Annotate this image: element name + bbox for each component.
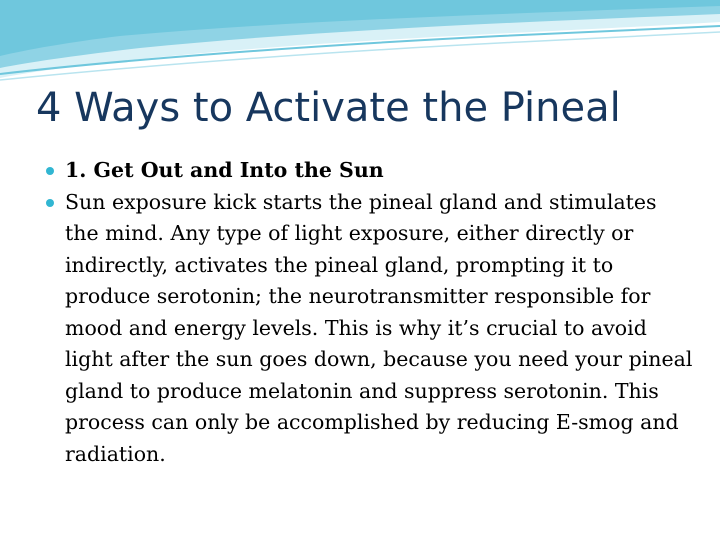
bullet-text: 1. Get Out and Into the Sun: [65, 158, 384, 182]
bullet-item-body: [46, 187, 696, 471]
bullet-dot-icon: [46, 167, 54, 175]
bullet-item-heading: [46, 155, 696, 187]
slide-title: 4 Ways to Activate the Pineal: [36, 85, 621, 131]
bullet-list: [46, 155, 696, 470]
bullet-text: Sun exposure kick starts the pineal gland and stimulates the mind. Any type of light exposure, either directly or indirectly, activates the pineal gland, prompting it to produce serotonin; the neurotransmitter responsible for mood and energy levels. This is why it’s crucial to avoid light after the sun goes down, because you need your pineal gland to produce melatonin and suppress serotonin. This process can only be accomplished by reducing E-smog and radiation.: [65, 189, 693, 466]
bullet-dot-icon: [46, 199, 54, 207]
